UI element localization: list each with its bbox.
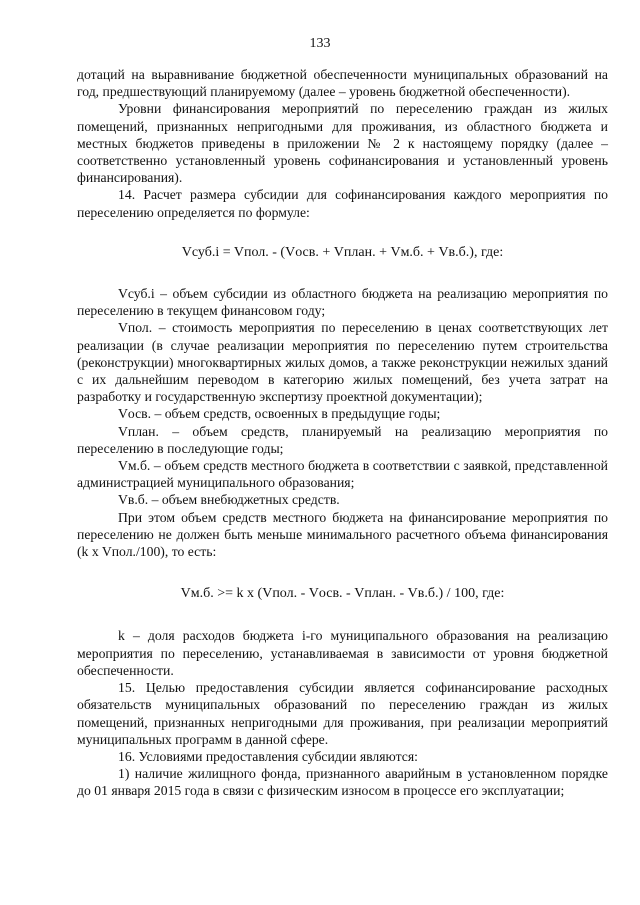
formula-subsidy: Vсуб.i = Vпол. - (Vосв. + Vплан. + Vм.б. + Vв.б.), где: — [181, 244, 504, 260]
definition-vplan: Vплан. – объем средств, планируемый на реализацию мероприятия по переселению в последующие годы; — [77, 423, 608, 456]
definition-vmb: Vм.б. – объем средств местного бюджета в соответствии с заявкой, представленной администрацией муниципального образования; — [77, 458, 608, 491]
paragraph-condition-1: 1) наличие жилищного фонда, признанного аварийным в установленном порядке до 01 января 2015 года в связи с физическим износом в процессе его эксплуатации; — [77, 766, 608, 799]
definition-k: k – доля расходов бюджета i-го муниципального образования на реализацию мероприятия по переселению, устанавливаемая в зависимости от уровня бюджетной обеспеченности. — [77, 628, 608, 678]
page-number: 133 — [309, 36, 331, 51]
definition-vosv: Vосв. – объем средств, освоенных в предыдущие годы; — [118, 406, 441, 422]
definition-vpol: Vпол. – стоимость мероприятия по переселению в ценах соответствующих лет реализации (в случае реализации мероприятия по переселению путем строительства (реконструкции) многоквартирных жилых домов, а также реконструкции нежилых зданий с их дальнейшим переводом в категорию жилых помещений, без учета затрат на разработку и государственную экспертизу проектной документации); — [77, 320, 608, 405]
paragraph-funding-levels: Уровни финансирования мероприятий по переселению граждан из жилых помещений, признанных непригодными для проживания, из областного бюджета и местных бюджетов приведены в приложении № 2 к настоящему порядку (далее – соответственно установленный уровень софинансирования и установленный уровень финансирования). — [77, 101, 608, 186]
paragraph-item-14: 14. Расчет размера субсидии для софинансирования каждого мероприятия по переселению определяется по формуле: — [77, 187, 608, 220]
paragraph-continuation: дотаций на выравнивание бюджетной обеспеченности муниципальных образований на год, предшествующий планируемому (далее – уровень бюджетной обеспеченности). — [77, 67, 608, 100]
document-body — [77, 66, 608, 800]
definition-vvb: Vв.б. – объем внебюджетных средств. — [118, 492, 340, 508]
paragraph-minimum-volume: При этом объем средств местного бюджета на финансирование мероприятия по переселению не должен быть меньше минимального расчетного объема финансирования (k x Vпол./100), то есть: — [77, 509, 608, 560]
paragraph-item-16: 16. Условиями предоставления субсидии являются: — [118, 748, 418, 764]
definition-vsub: Vсуб.i – объем субсидии из областного бюджета на реализацию мероприятия по переселению в текущем финансовом году; — [77, 286, 608, 319]
formula-local-budget: Vм.б. >= k x (Vпол. - Vосв. - Vплан. - Vв.б.) / 100, где: — [180, 586, 505, 602]
paragraph-item-15: 15. Целью предоставления субсидии является софинансирование расходных обязательств муниципальных образований по переселению граждан из жилых помещений, признанных непригодными для проживания, при реализации мероприятий муниципальных программ в данной сфере. — [77, 680, 608, 747]
